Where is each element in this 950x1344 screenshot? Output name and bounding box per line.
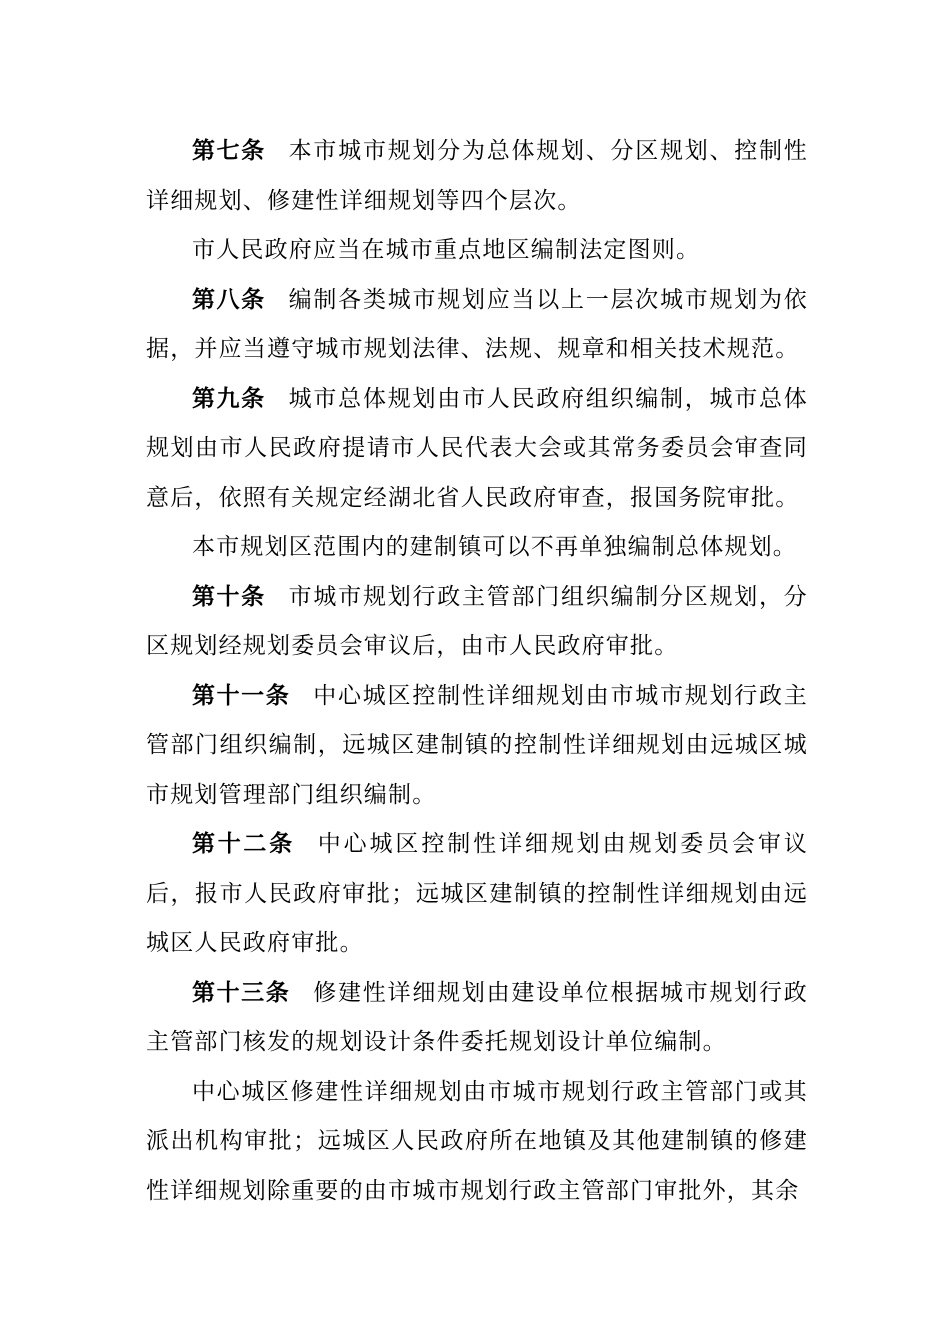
paragraph-article-7-cont <box>146 226 808 276</box>
document-page <box>146 127 808 1216</box>
paragraph-text: 编制各类城市规划应当以上一层次城市规划为依据，并应当遵守城市规划法律、法规、规章和相关技术规范。 <box>146 286 808 362</box>
paragraph-text: 城市总体规划由市人民政府组织编制，城市总体规划由市人民政府提请市人民代表大会或其常务委员会审查同意后，依照有关规定经湖北省人民政府审查，报国务院审批。 <box>146 385 808 511</box>
paragraph-article-12 <box>146 820 808 969</box>
article-number: 第十二条 <box>192 831 295 857</box>
paragraph-text: 修建性详细规划由建设单位根据城市规划行政主管部门核发的规划设计条件委托规划设计单位编制。 <box>146 979 809 1055</box>
paragraph-article-7 <box>146 127 808 226</box>
article-number: 第九条 <box>192 385 266 412</box>
paragraph-text: 市城市规划行政主管部门组织编制分区规划，分区规划经规划委员会审议后，由市人民政府审批。 <box>146 583 808 659</box>
article-number: 第八条 <box>192 286 266 313</box>
paragraph-article-8 <box>146 276 808 375</box>
paragraph-article-13 <box>146 969 808 1068</box>
paragraph-text: 市人民政府应当在城市重点地区编制法定图则。 <box>192 237 701 263</box>
paragraph-text: 中心城区修建性详细规划由市城市规划行政主管部门或其派出机构审批；远城区人民政府所在地镇及其他建制镇的修建性详细规划除重要的由市城市规划行政主管部门审批外，其余 <box>146 1078 808 1204</box>
article-number: 第十条 <box>192 583 266 610</box>
paragraph-text: 本市城市规划分为总体规划、分区规划、控制性详细规划、修建性详细规划等四个层次。 <box>146 138 808 214</box>
paragraph-article-10 <box>146 573 808 672</box>
paragraph-article-13-cont <box>146 1068 808 1217</box>
article-number: 第十一条 <box>192 682 291 709</box>
paragraph-text: 本市规划区范围内的建制镇可以不再单独编制总体规划。 <box>192 534 797 560</box>
paragraph-article-11 <box>146 672 808 821</box>
paragraph-article-9-cont <box>146 523 808 573</box>
article-number: 第十三条 <box>192 979 291 1006</box>
article-number: 第七条 <box>192 138 266 164</box>
paragraph-article-9 <box>146 375 808 524</box>
paragraph-text: 中心城区控制性详细规划由市城市规划行政主管部门组织编制，远城区建制镇的控制性详细规划由远城区城市规划管理部门组织编制。 <box>146 682 809 808</box>
paragraph-text: 中心城区控制性详细规划由规划委员会审议后，报市人民政府审批；远城区建制镇的控制性详细规划由远城区人民政府审批。 <box>146 831 808 956</box>
